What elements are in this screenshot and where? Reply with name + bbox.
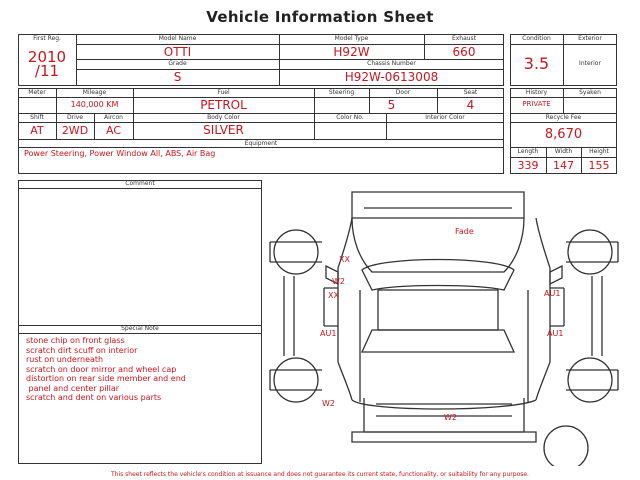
comment-label: Comment — [125, 180, 155, 187]
condition-label: Condition — [522, 35, 551, 42]
damage-xx-front: XX — [339, 255, 350, 264]
history-label: History — [525, 89, 548, 96]
interior-label: Interior — [579, 60, 601, 67]
special-note-line: stone chip on front glass — [26, 336, 125, 345]
mileage: 140,000 KM — [70, 100, 119, 109]
width: 147 — [553, 159, 574, 172]
recycle-label: Recycle Fee — [545, 114, 582, 121]
special-note-line: scratch and dent on various parts — [26, 393, 162, 402]
chassis-label: Chassis Number — [367, 60, 416, 67]
shift: AT — [30, 124, 44, 137]
damage-au1-right-top: AU1 — [544, 289, 561, 298]
fuel: PETROL — [200, 98, 247, 112]
damage-w2-rear: W2 — [444, 413, 457, 422]
damage-au1-right-bottom: AU1 — [547, 329, 564, 338]
aircon-label: Aircon — [104, 114, 123, 121]
length: 339 — [517, 159, 539, 172]
body-color-label: Body Color — [207, 114, 240, 121]
history: PRIVATE — [522, 100, 551, 108]
special-note-line: panel and center pillar — [26, 383, 120, 393]
grade: S — [173, 70, 182, 84]
fuel-label: Fuel — [217, 89, 230, 96]
syaken-label: Syaken — [579, 89, 601, 96]
car-damage-diagram — [266, 180, 626, 466]
mileage-label: Mileage — [82, 89, 107, 96]
special-note-line: scratch on door mirror and wheel cap — [26, 364, 177, 374]
length-label: Length — [517, 148, 539, 155]
recycle-fee: 8,670 — [544, 127, 583, 142]
steering-label: Steering — [328, 89, 355, 96]
height-label: Height — [589, 148, 609, 155]
shift-label: Shift — [30, 114, 44, 121]
door: 5 — [387, 98, 396, 112]
exterior-label: Exterior — [578, 35, 602, 42]
damage-fade: Fade — [455, 227, 474, 236]
damage-au1-left: AU1 — [320, 329, 337, 338]
comment-box — [18, 180, 262, 464]
wheel-front-right — [568, 230, 612, 274]
model-name-label: Model Name — [158, 35, 197, 42]
model-type-label: Model Type — [334, 35, 369, 42]
interior-color-label: Interior Color — [425, 114, 465, 121]
first-reg-year: 2010 — [27, 48, 67, 66]
spare-wheel — [544, 426, 588, 466]
chassis-number: H92W-0613008 — [344, 70, 439, 84]
damage-w2-left: W2 — [332, 277, 345, 286]
height: 155 — [588, 159, 610, 172]
special-note-label: Special Note — [121, 325, 159, 332]
body-color: SILVER — [203, 123, 244, 137]
wheel-rear-right — [568, 358, 612, 402]
drive-label: Drive — [67, 114, 83, 121]
door-label: Door — [395, 89, 411, 96]
drive: 2WD — [61, 124, 89, 137]
model-name: OTTI — [163, 45, 192, 59]
grade-label: Grade — [168, 60, 187, 67]
exhaust-label: Exhaust — [451, 35, 477, 42]
damage-xx-left: XX — [328, 291, 339, 300]
seat: 4 — [466, 98, 475, 112]
special-note-line: rust on underneath — [26, 355, 104, 364]
special-note-line: distortion on rear side member and end — [26, 374, 186, 383]
special-notes — [26, 336, 186, 403]
damage-w2-rear-left: W2 — [322, 399, 335, 408]
wheel-rear-left — [274, 358, 318, 402]
first-reg-month: /11 — [34, 62, 60, 80]
sheet-title: Vehicle Information Sheet — [206, 8, 434, 26]
aircon: AC — [105, 124, 121, 137]
seat-label: Seat — [463, 89, 478, 96]
disclaimer-footer: This sheet reflects the vehicle's condition at issuance and does not guarantee its current state, functionality, or suitability for any purpose. — [111, 471, 529, 478]
first-reg-label: First Reg. — [33, 35, 61, 42]
exhaust: 660 — [452, 45, 476, 59]
condition-score: 3.5 — [523, 54, 550, 73]
model-type: H92W — [333, 45, 370, 59]
equipment: Power Steering, Power Window All, ABS, Air Bag — [24, 149, 216, 158]
color-no-label: Color No. — [336, 114, 364, 121]
wheel-front-left — [274, 230, 318, 274]
special-note-line: scratch dirt scuff on interior — [26, 345, 138, 355]
equipment-label: Equipment — [244, 140, 278, 147]
meter-label: Meter — [28, 89, 46, 96]
width-label: Width — [554, 148, 573, 155]
